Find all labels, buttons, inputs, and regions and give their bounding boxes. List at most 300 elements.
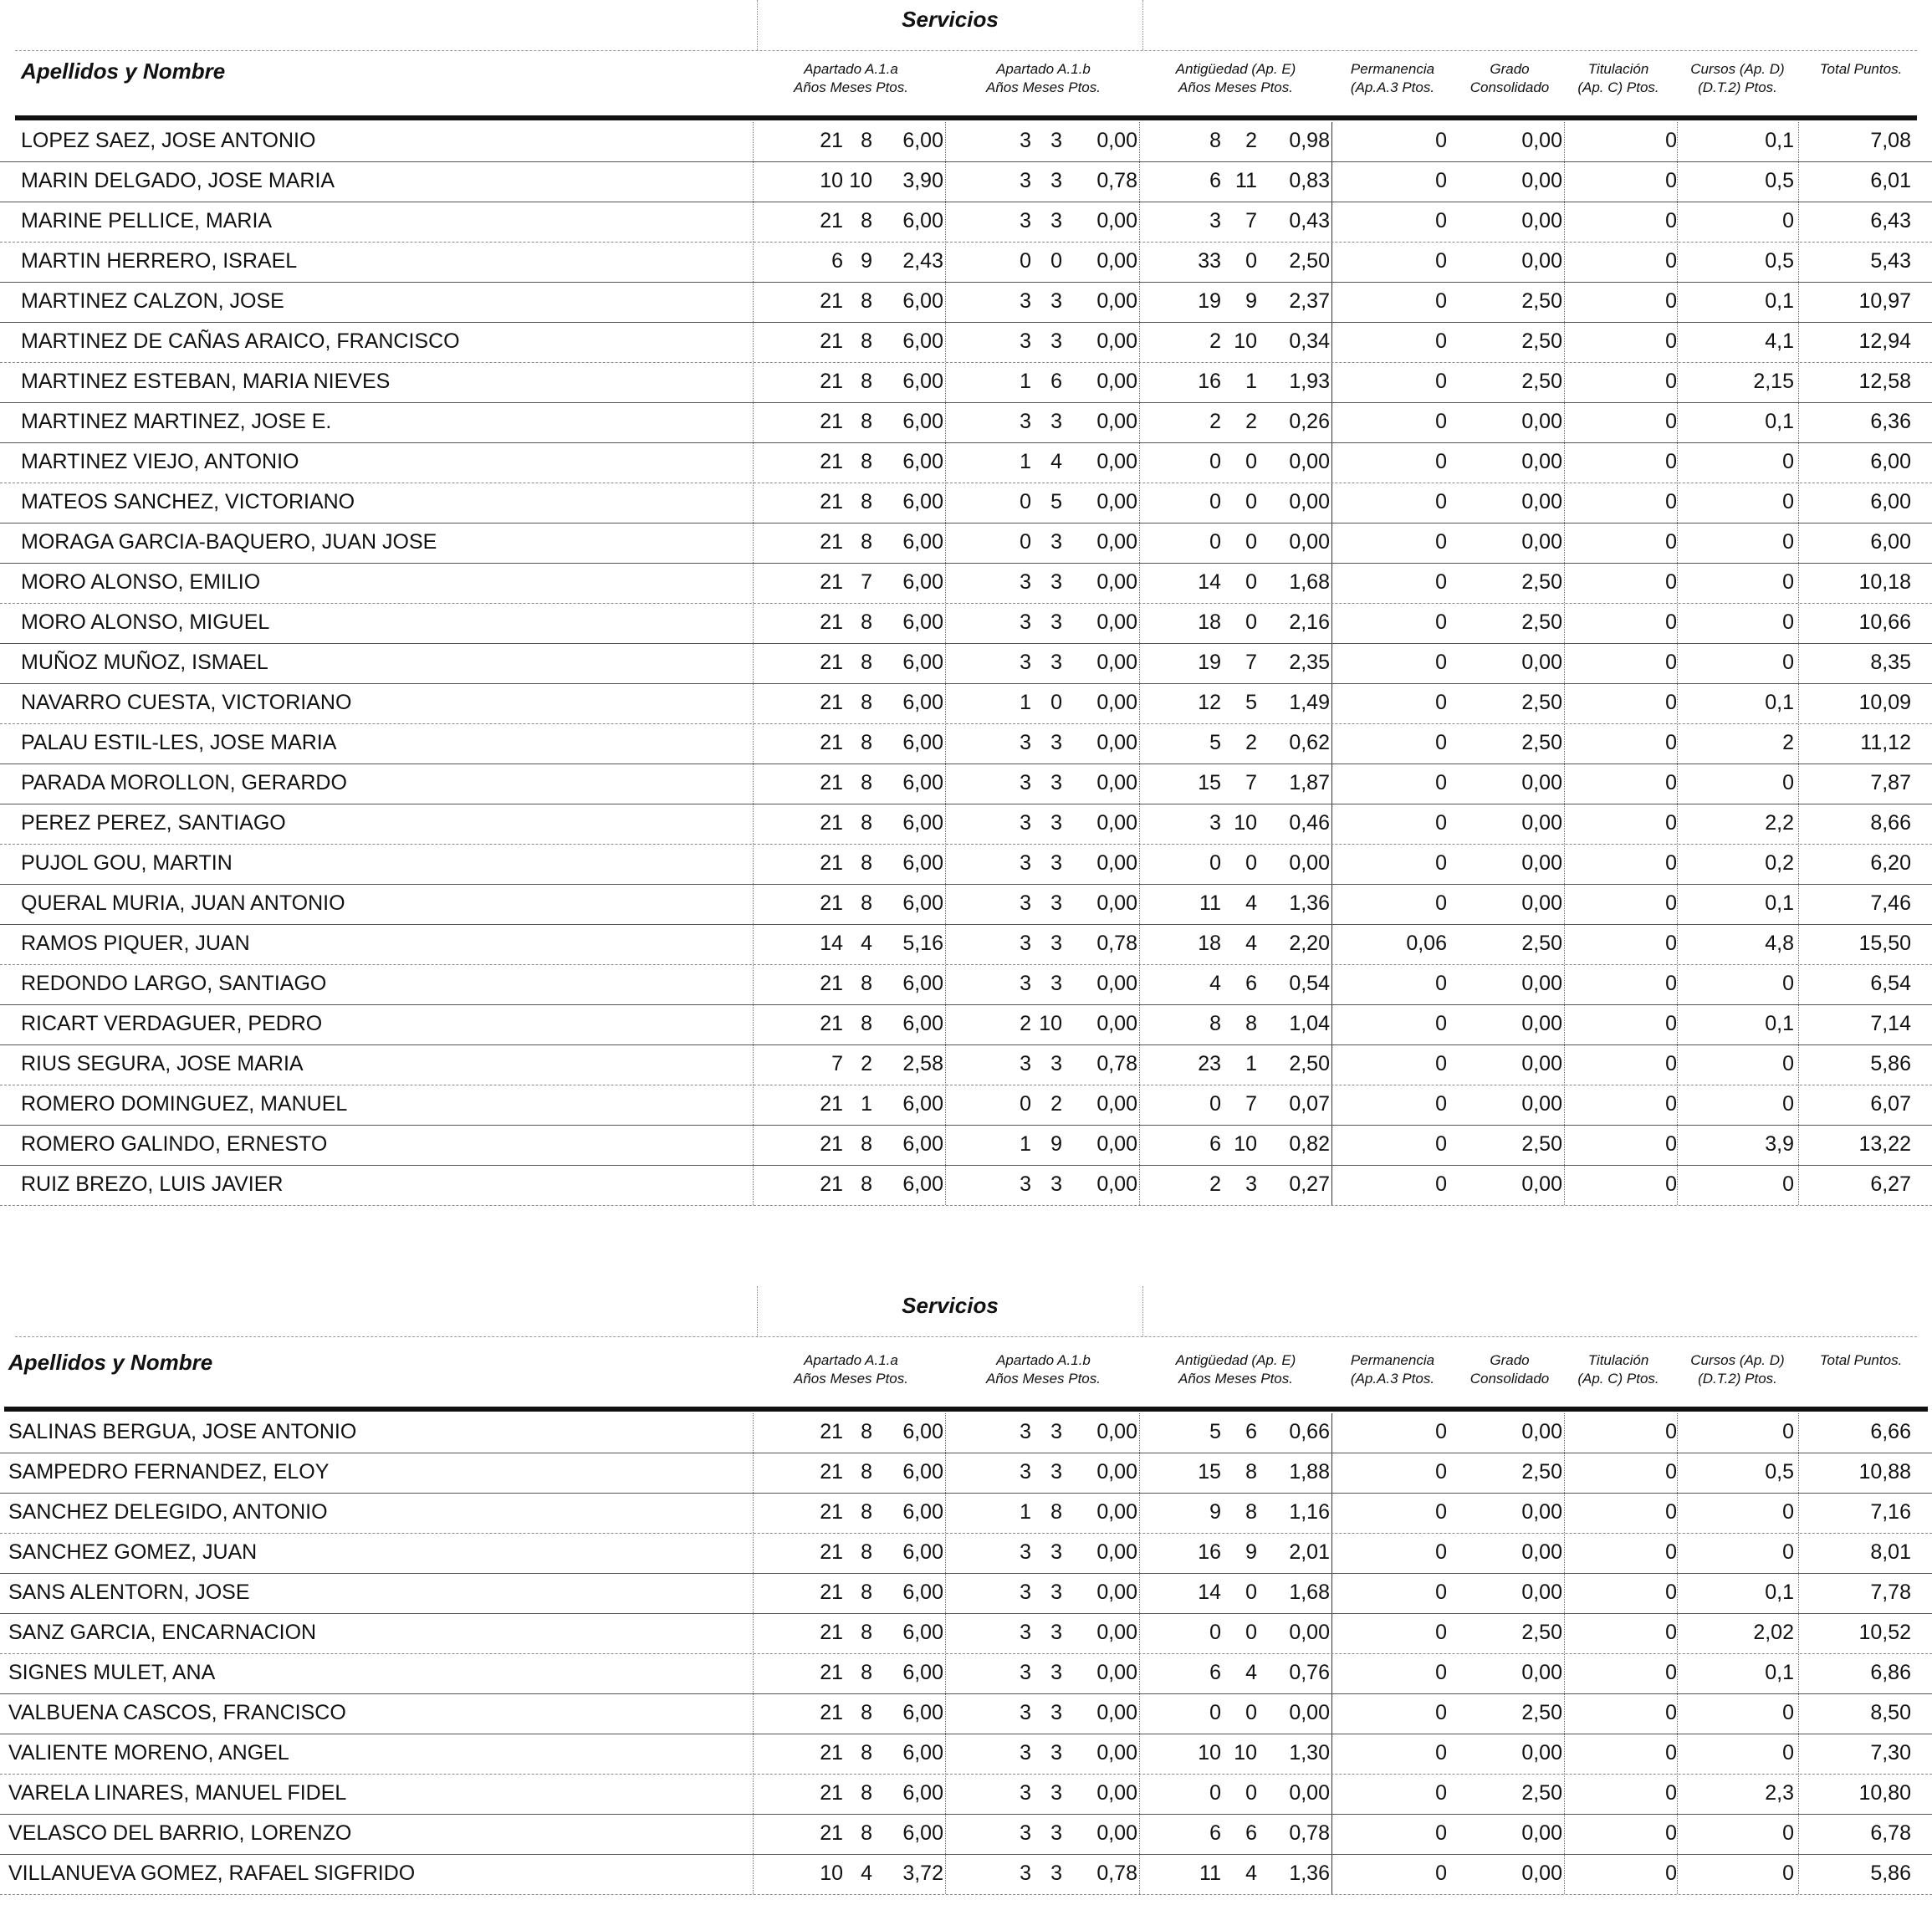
cell-a1b-anos: 1 <box>1020 1500 1031 1524</box>
cell-a1a-meses: 4 <box>861 1862 872 1885</box>
cell-a1a-ptos: 6,00 <box>902 1540 943 1564</box>
cell-permanencia: 0 <box>1435 1500 1447 1524</box>
cell-cursos: 2,2 <box>1765 811 1794 835</box>
cell-a1a-meses: 8 <box>861 1460 872 1484</box>
cell-name: ROMERO DOMINGUEZ, MANUEL <box>21 1092 348 1116</box>
column-divider <box>1331 1734 1332 1774</box>
cell-cursos: 2,3 <box>1765 1781 1794 1805</box>
cell-antig-ptos: 0,76 <box>1289 1661 1330 1684</box>
column-divider <box>753 1654 754 1693</box>
column-divider <box>1331 443 1332 483</box>
cell-name: MARTINEZ MARTINEZ, JOSE E. <box>21 410 332 433</box>
cell-antig-meses: 4 <box>1245 891 1257 915</box>
table-row <box>0 1534 1932 1574</box>
cell-a1b-ptos: 0,78 <box>1096 932 1137 955</box>
cell-antig-meses: 10 <box>1234 1132 1257 1156</box>
cell-a1b-ptos: 0,00 <box>1096 329 1137 353</box>
cell-cursos: 0 <box>1782 651 1794 674</box>
cell-a1b-ptos: 0,00 <box>1096 691 1137 714</box>
cell-a1b-meses: 10 <box>1039 1012 1062 1035</box>
cell-antig-anos: 8 <box>1209 1012 1221 1035</box>
cell-antig-anos: 0 <box>1209 1781 1221 1805</box>
cell-a1b-ptos: 0,00 <box>1096 811 1137 835</box>
table-row <box>0 1494 1932 1534</box>
column-divider <box>1139 1775 1140 1814</box>
cell-antig-ptos: 0,00 <box>1289 530 1330 554</box>
cell-cursos: 3,9 <box>1765 1132 1794 1156</box>
cell-a1b-meses: 3 <box>1050 1052 1062 1075</box>
cell-grado: 0,00 <box>1521 249 1562 273</box>
header-cursos: Cursos (Ap. D) (D.T.2) Ptos. <box>1690 61 1785 95</box>
cell-a1a-anos: 21 <box>820 1661 843 1684</box>
table-row <box>0 1045 1932 1085</box>
column-divider <box>1798 1453 1799 1493</box>
cell-permanencia: 0 <box>1435 1132 1447 1156</box>
cell-permanencia: 0,06 <box>1406 932 1447 955</box>
column-divider <box>1677 1654 1678 1693</box>
cell-cursos: 2,02 <box>1753 1621 1794 1644</box>
column-divider <box>1564 323 1565 362</box>
column-divider <box>1139 845 1140 884</box>
cell-antig-meses: 4 <box>1245 1661 1257 1684</box>
cell-a1b-anos: 1 <box>1020 1132 1031 1156</box>
cell-a1b-anos: 3 <box>1020 811 1031 835</box>
cell-titulacion: 0 <box>1665 1172 1677 1196</box>
cell-a1a-meses: 8 <box>861 450 872 473</box>
cell-antig-ptos: 0,46 <box>1289 811 1330 835</box>
cell-a1a-meses: 8 <box>861 1701 872 1724</box>
column-divider <box>1677 1574 1678 1613</box>
cell-a1b-meses: 3 <box>1050 1862 1062 1885</box>
column-divider <box>1331 885 1332 924</box>
table-row <box>0 1775 1932 1815</box>
column-divider <box>753 845 754 884</box>
cell-a1b-ptos: 0,00 <box>1096 450 1137 473</box>
cell-name: MARTINEZ ESTEBAN, MARIA NIEVES <box>21 370 391 393</box>
cell-a1b-ptos: 0,00 <box>1096 1821 1137 1845</box>
column-divider <box>1331 1494 1332 1533</box>
cell-a1b-anos: 3 <box>1020 932 1031 955</box>
column-divider <box>1798 122 1799 161</box>
cell-a1a-ptos: 6,00 <box>902 1621 943 1644</box>
cell-name: SIGNES MULET, ANA <box>8 1661 216 1684</box>
cell-titulacion: 0 <box>1665 410 1677 433</box>
cell-titulacion: 0 <box>1665 1741 1677 1765</box>
cell-a1a-meses: 8 <box>861 811 872 835</box>
cell-cursos: 0 <box>1782 1821 1794 1845</box>
column-divider <box>1139 1614 1140 1653</box>
header-total: Total Puntos. <box>1819 61 1903 77</box>
cell-antig-meses: 8 <box>1245 1500 1257 1524</box>
column-divider <box>1331 604 1332 643</box>
column-divider <box>945 724 946 764</box>
cell-cursos: 0 <box>1782 1862 1794 1885</box>
cell-a1a-ptos: 6,00 <box>902 1821 943 1845</box>
column-divider <box>1564 1166 1565 1205</box>
cell-antig-ptos: 2,50 <box>1289 1052 1330 1075</box>
cell-a1b-meses: 6 <box>1050 370 1062 393</box>
column-divider <box>945 804 946 844</box>
cell-a1a-anos: 21 <box>820 891 843 915</box>
cell-a1b-meses: 3 <box>1050 1581 1062 1604</box>
cell-total: 6,36 <box>1870 410 1911 433</box>
cell-a1b-meses: 3 <box>1050 1540 1062 1564</box>
cell-titulacion: 0 <box>1665 490 1677 513</box>
header-name: Apellidos y Nombre <box>8 1350 213 1375</box>
cell-antig-anos: 16 <box>1198 1540 1221 1564</box>
column-divider <box>1798 684 1799 723</box>
column-divider <box>753 965 754 1004</box>
table-row <box>0 1734 1932 1775</box>
column-divider <box>1564 885 1565 924</box>
column-divider <box>1564 845 1565 884</box>
cell-grado: 2,50 <box>1521 289 1562 313</box>
cell-antig-ptos: 0,78 <box>1289 1821 1330 1845</box>
cell-permanencia: 0 <box>1435 490 1447 513</box>
cell-antig-ptos: 1,87 <box>1289 771 1330 794</box>
column-divider <box>753 283 754 322</box>
cell-total: 10,66 <box>1858 610 1911 634</box>
column-divider <box>1139 1494 1140 1533</box>
cell-titulacion: 0 <box>1665 1092 1677 1116</box>
cell-antig-ptos: 0,00 <box>1289 1781 1330 1805</box>
cell-a1a-anos: 21 <box>820 691 843 714</box>
table-row <box>0 403 1932 443</box>
cell-antig-ptos: 0,82 <box>1289 1132 1330 1156</box>
cell-titulacion: 0 <box>1665 932 1677 955</box>
cell-titulacion: 0 <box>1665 972 1677 995</box>
cell-a1b-ptos: 0,00 <box>1096 289 1137 313</box>
column-divider <box>1564 965 1565 1004</box>
cell-a1a-meses: 8 <box>861 731 872 754</box>
cell-total: 7,30 <box>1870 1741 1911 1765</box>
cell-a1b-meses: 3 <box>1050 410 1062 433</box>
cell-a1b-ptos: 0,00 <box>1096 1500 1137 1524</box>
cell-a1a-ptos: 3,72 <box>902 1862 943 1885</box>
column-divider <box>945 965 946 1004</box>
cell-a1b-anos: 3 <box>1020 1460 1031 1484</box>
cell-grado: 0,00 <box>1521 1581 1562 1604</box>
column-divider <box>1798 162 1799 202</box>
cell-a1b-anos: 3 <box>1020 570 1031 594</box>
column-divider <box>1677 162 1678 202</box>
cell-name: RUIZ BREZO, LUIS JAVIER <box>21 1172 284 1196</box>
cell-a1b-meses: 3 <box>1050 209 1062 232</box>
cell-total: 8,50 <box>1870 1701 1911 1724</box>
cell-name: VARELA LINARES, MANUEL FIDEL <box>8 1781 347 1805</box>
table-body-2 <box>0 1413 1932 1895</box>
column-divider <box>1798 764 1799 804</box>
cell-grado: 0,00 <box>1521 1092 1562 1116</box>
cell-a1a-anos: 21 <box>820 450 843 473</box>
header-name: Apellidos y Nombre <box>21 59 226 84</box>
cell-antig-ptos: 1,36 <box>1289 1862 1330 1885</box>
cell-a1a-ptos: 6,00 <box>902 1012 943 1035</box>
cell-antig-meses: 1 <box>1245 1052 1257 1075</box>
cell-a1a-meses: 8 <box>861 490 872 513</box>
column-divider <box>1139 1654 1140 1693</box>
cell-name: SANCHEZ GOMEZ, JUAN <box>8 1540 258 1564</box>
column-divider <box>945 604 946 643</box>
cell-grado: 0,00 <box>1521 530 1562 554</box>
column-divider <box>1564 604 1565 643</box>
column-divider <box>945 845 946 884</box>
cell-cursos: 0 <box>1782 1172 1794 1196</box>
column-divider <box>1139 644 1140 683</box>
header-thick-rule <box>4 1407 1928 1412</box>
column-divider <box>753 644 754 683</box>
cell-a1b-anos: 0 <box>1020 249 1031 273</box>
column-divider <box>753 1494 754 1533</box>
cell-grado: 2,50 <box>1521 370 1562 393</box>
cell-a1a-anos: 21 <box>820 1460 843 1484</box>
cell-a1b-meses: 4 <box>1050 450 1062 473</box>
cell-grado: 0,00 <box>1521 1500 1562 1524</box>
column-divider <box>945 523 946 563</box>
column-divider <box>753 1413 754 1453</box>
cell-a1b-ptos: 0,00 <box>1096 610 1137 634</box>
cell-a1a-anos: 21 <box>820 610 843 634</box>
column-divider <box>945 885 946 924</box>
column-divider <box>1798 1815 1799 1854</box>
cell-cursos: 0,1 <box>1765 1581 1794 1604</box>
column-divider <box>945 122 946 161</box>
column-divider <box>1139 1453 1140 1493</box>
cell-a1a-ptos: 3,90 <box>902 169 943 192</box>
column-divider <box>1139 1815 1140 1854</box>
cell-antig-meses: 2 <box>1245 129 1257 152</box>
cell-name: VALBUENA CASCOS, FRANCISCO <box>8 1701 346 1724</box>
cell-a1b-anos: 3 <box>1020 1540 1031 1564</box>
column-divider <box>753 1574 754 1613</box>
cell-total: 11,12 <box>1860 731 1911 754</box>
cell-antig-anos: 5 <box>1209 731 1221 754</box>
column-divider <box>1331 925 1332 964</box>
cell-cursos: 2,15 <box>1753 370 1794 393</box>
cell-antig-ptos: 1,36 <box>1289 891 1330 915</box>
cell-antig-ptos: 0,66 <box>1289 1420 1330 1443</box>
cell-a1b-meses: 3 <box>1050 651 1062 674</box>
column-divider <box>945 1085 946 1125</box>
cell-permanencia: 0 <box>1435 410 1447 433</box>
column-divider <box>753 1085 754 1125</box>
column-divider <box>1798 1494 1799 1533</box>
column-divider <box>1139 804 1140 844</box>
cell-antig-ptos: 0,27 <box>1289 1172 1330 1196</box>
cell-a1b-anos: 0 <box>1020 1092 1031 1116</box>
column-divider <box>1564 1045 1565 1085</box>
cell-titulacion: 0 <box>1665 1500 1677 1524</box>
cell-a1a-meses: 8 <box>861 851 872 875</box>
column-divider <box>1331 1654 1332 1693</box>
cell-grado: 0,00 <box>1521 1420 1562 1443</box>
cell-a1b-meses: 3 <box>1050 851 1062 875</box>
cell-permanencia: 0 <box>1435 370 1447 393</box>
cell-a1a-anos: 21 <box>820 410 843 433</box>
cell-a1a-anos: 21 <box>820 1741 843 1765</box>
table-row <box>0 523 1932 564</box>
column-divider <box>1677 764 1678 804</box>
table-row <box>0 684 1932 724</box>
table-row <box>0 1005 1932 1045</box>
table-row <box>0 1654 1932 1694</box>
cell-titulacion: 0 <box>1665 249 1677 273</box>
column-divider <box>1677 804 1678 844</box>
cell-a1b-anos: 3 <box>1020 771 1031 794</box>
cell-a1a-ptos: 6,00 <box>902 1701 943 1724</box>
cell-a1a-anos: 21 <box>820 1132 843 1156</box>
column-divider <box>1564 1734 1565 1774</box>
cell-antig-ptos: 2,01 <box>1289 1540 1330 1564</box>
table-row <box>0 363 1932 403</box>
cell-permanencia: 0 <box>1435 891 1447 915</box>
cell-total: 8,35 <box>1870 651 1911 674</box>
cell-a1b-ptos: 0,00 <box>1096 1012 1137 1035</box>
header-grado: Grado Consolidado <box>1469 1352 1550 1387</box>
column-divider <box>1798 1005 1799 1044</box>
cell-antig-meses: 8 <box>1245 1012 1257 1035</box>
cell-antig-anos: 14 <box>1198 570 1221 594</box>
cell-a1b-anos: 3 <box>1020 169 1031 192</box>
cell-grado: 0,00 <box>1521 1012 1562 1035</box>
cell-cursos: 0,2 <box>1765 851 1794 875</box>
cell-a1a-meses: 8 <box>861 651 872 674</box>
cell-antig-anos: 16 <box>1198 370 1221 393</box>
column-divider <box>1677 1734 1678 1774</box>
column-divider <box>1798 564 1799 603</box>
cell-a1a-meses: 8 <box>861 289 872 313</box>
cell-a1b-ptos: 0,00 <box>1096 490 1137 513</box>
column-divider <box>945 1574 946 1613</box>
cell-antig-anos: 9 <box>1209 1500 1221 1524</box>
cell-a1b-meses: 0 <box>1050 249 1062 273</box>
cell-a1a-meses: 8 <box>861 1741 872 1765</box>
cell-antig-meses: 1 <box>1245 370 1257 393</box>
cell-antig-meses: 0 <box>1245 249 1257 273</box>
column-divider <box>1139 122 1140 161</box>
cell-permanencia: 0 <box>1435 289 1447 313</box>
column-divider <box>1331 804 1332 844</box>
cell-a1b-ptos: 0,00 <box>1096 249 1137 273</box>
cell-total: 7,14 <box>1870 1012 1911 1035</box>
cell-permanencia: 0 <box>1435 1781 1447 1805</box>
table-row <box>0 283 1932 323</box>
cell-a1b-ptos: 0,00 <box>1096 1092 1137 1116</box>
column-divider <box>1564 1534 1565 1573</box>
servicios-label: Servicios <box>902 7 999 32</box>
cell-a1b-anos: 3 <box>1020 129 1031 152</box>
column-divider <box>1677 1005 1678 1044</box>
column-divider <box>1331 1815 1332 1854</box>
column-divider <box>753 1166 754 1205</box>
column-divider <box>753 1126 754 1165</box>
column-divider <box>1798 925 1799 964</box>
cell-antig-anos: 0 <box>1209 450 1221 473</box>
cell-a1a-ptos: 6,00 <box>902 851 943 875</box>
cell-total: 7,16 <box>1870 1500 1911 1524</box>
column-divider <box>1798 523 1799 563</box>
column-divider <box>1564 1694 1565 1734</box>
column-divider <box>1798 243 1799 282</box>
cell-a1b-anos: 3 <box>1020 329 1031 353</box>
column-divider <box>753 523 754 563</box>
cell-total: 6,01 <box>1870 169 1911 192</box>
cell-a1b-anos: 0 <box>1020 490 1031 513</box>
cell-permanencia: 0 <box>1435 610 1447 634</box>
header-permanencia: Permanencia (Ap.A.3 Ptos. <box>1350 61 1435 95</box>
cell-a1b-ptos: 0,00 <box>1096 731 1137 754</box>
column-divider <box>1139 1126 1140 1165</box>
column-divider <box>1331 283 1332 322</box>
cell-antig-anos: 12 <box>1198 691 1221 714</box>
cell-grado: 0,00 <box>1521 1172 1562 1196</box>
cell-a1b-meses: 3 <box>1050 731 1062 754</box>
cell-a1a-ptos: 6,00 <box>902 651 943 674</box>
cell-a1b-ptos: 0,00 <box>1096 1741 1137 1765</box>
cell-grado: 0,00 <box>1521 1862 1562 1885</box>
cell-antig-ptos: 1,68 <box>1289 570 1330 594</box>
cell-titulacion: 0 <box>1665 1621 1677 1644</box>
cell-cursos: 0,1 <box>1765 289 1794 313</box>
cell-antig-anos: 8 <box>1209 129 1221 152</box>
column-divider <box>1139 925 1140 964</box>
cell-permanencia: 0 <box>1435 209 1447 232</box>
table-row <box>0 1574 1932 1614</box>
column-divider <box>1677 283 1678 322</box>
cell-permanencia: 0 <box>1435 570 1447 594</box>
cell-total: 12,94 <box>1858 329 1911 353</box>
cell-antig-anos: 2 <box>1209 410 1221 433</box>
column-divider <box>1564 1614 1565 1653</box>
cell-a1b-ptos: 0,00 <box>1096 1661 1137 1684</box>
cell-a1a-anos: 10 <box>820 169 843 192</box>
table-row <box>0 1855 1932 1895</box>
cell-a1a-anos: 21 <box>820 1012 843 1035</box>
cell-a1a-ptos: 6,00 <box>902 450 943 473</box>
cell-total: 15,50 <box>1858 932 1911 955</box>
cell-a1a-ptos: 6,00 <box>902 691 943 714</box>
cell-antig-meses: 0 <box>1245 570 1257 594</box>
cell-a1a-ptos: 6,00 <box>902 1092 943 1116</box>
column-divider <box>945 925 946 964</box>
cell-a1a-anos: 21 <box>820 1701 843 1724</box>
cell-a1b-ptos: 0,00 <box>1096 771 1137 794</box>
cell-cursos: 0 <box>1782 570 1794 594</box>
header-grado: Grado Consolidado <box>1469 61 1550 95</box>
cell-antig-anos: 2 <box>1209 329 1221 353</box>
cell-a1a-ptos: 6,00 <box>902 891 943 915</box>
cell-a1a-anos: 21 <box>820 1581 843 1604</box>
cell-cursos: 0 <box>1782 1092 1794 1116</box>
column-divider <box>1677 323 1678 362</box>
cell-a1a-ptos: 2,43 <box>902 249 943 273</box>
column-divider <box>1798 1166 1799 1205</box>
cell-a1b-meses: 3 <box>1050 169 1062 192</box>
cell-antig-ptos: 1,04 <box>1289 1012 1330 1035</box>
column-divider <box>1798 845 1799 884</box>
column-divider <box>1139 1534 1140 1573</box>
column-divider <box>945 1614 946 1653</box>
cell-name: PEREZ PEREZ, SANTIAGO <box>21 811 286 835</box>
cell-name: MARTIN HERRERO, ISRAEL <box>21 249 298 273</box>
cell-antig-meses: 8 <box>1245 1460 1257 1484</box>
column-divider <box>945 1005 946 1044</box>
column-divider <box>753 604 754 643</box>
cell-titulacion: 0 <box>1665 169 1677 192</box>
cell-total: 6,78 <box>1870 1821 1911 1845</box>
cell-antig-ptos: 0,00 <box>1289 1701 1330 1724</box>
cell-grado: 2,50 <box>1521 1460 1562 1484</box>
